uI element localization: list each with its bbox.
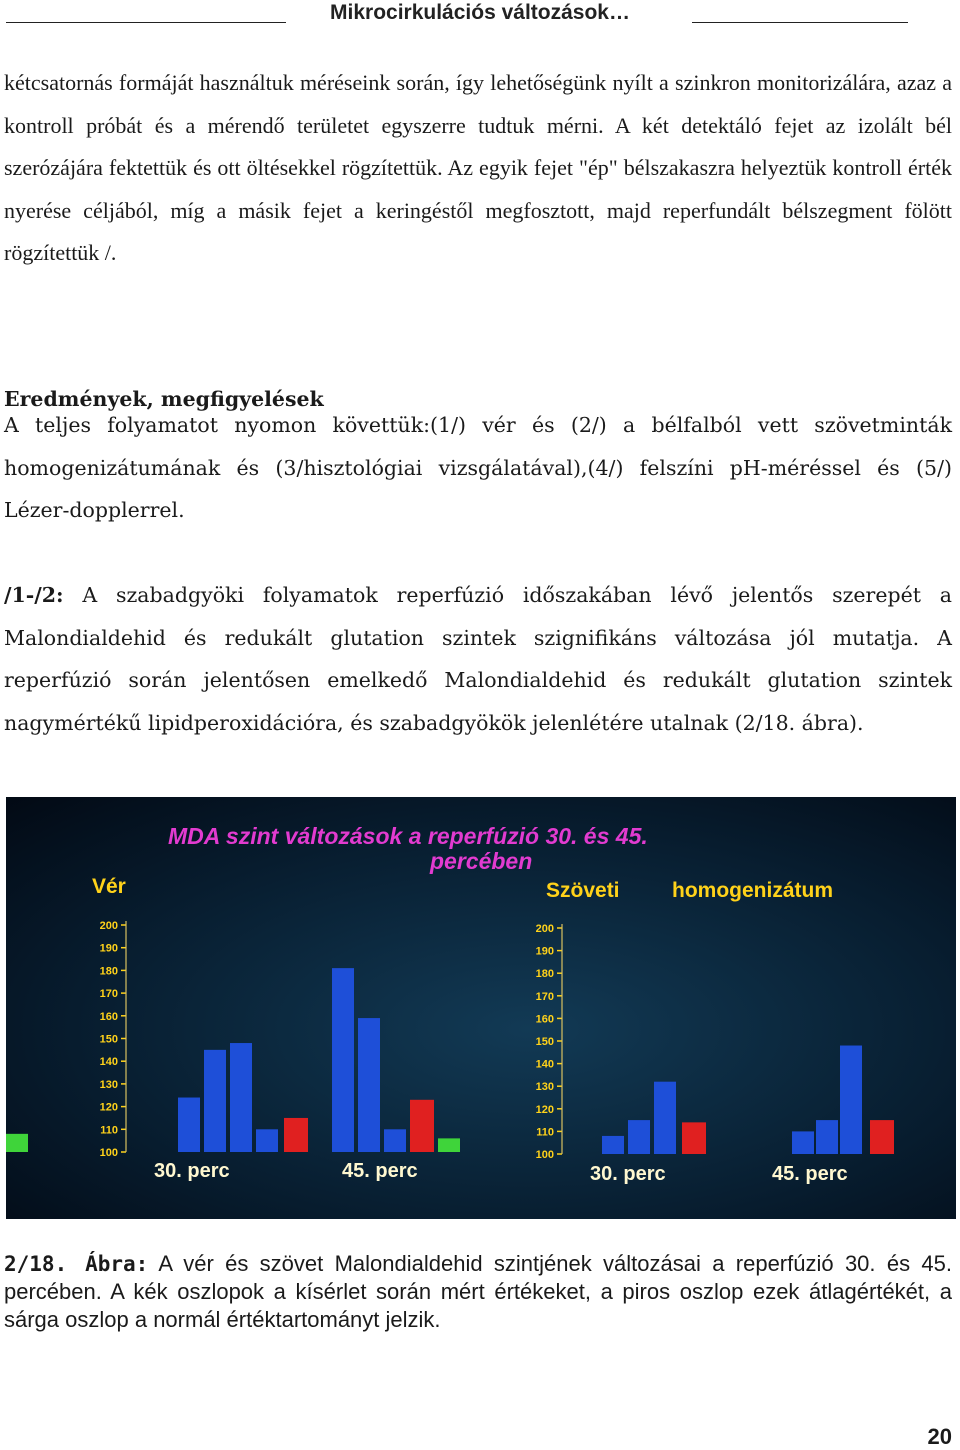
- section-1-2-text: A szabadgyöki folyamatok reperfúzió időszakában lévő jelentős szerepét a Malondialdehid és redukált glutation szintek szignifikáns változása jól mutatja. A reperfúzió során jelentősen emelkedő Malondialdehid és redukált glutation szintek nagymértékű lipidperoxidációra, és szabadgyökök jelenlétére utalnak (2/18. ábra).: [4, 583, 952, 735]
- header-title-wrap: [0, 0, 960, 26]
- y-tick-label: 170: [99, 988, 118, 1001]
- bar-measured: [230, 1043, 252, 1152]
- group-label: 30. perc: [154, 1160, 230, 1182]
- y-tick-label: 160: [99, 1010, 118, 1023]
- caption-text: A vér és szövet Malondialdehid szintjének változásai a reperfúzió 30. és 45. percében. A kék oszlopok a kísérlet során mért értékeket, a piros oszlop ezek átlagértékét, a sárga oszlop a normál értéktartományt jelzik.: [4, 1251, 953, 1332]
- y-tick-label: 150: [535, 1036, 554, 1048]
- y-tick-label: 130: [535, 1081, 554, 1094]
- chart-label-part: Szöveti: [546, 879, 620, 902]
- results-heading: Eredmények, megfigyelések: [4, 387, 324, 411]
- y-tick-label: 200: [99, 920, 118, 932]
- figure-caption: [4, 1250, 952, 1334]
- page-number: 20: [927, 1424, 952, 1449]
- page-header: [0, 0, 960, 30]
- y-tick-label: 130: [99, 1078, 118, 1091]
- section-1-2-label: /1-/2:: [4, 583, 64, 607]
- y-tick-label: 190: [535, 945, 554, 958]
- results-paragraph: A teljes folyamatot nyomon követtük:(1/) vér és (2/) a bélfalból vett szövetminták homogenizátumának és (3/hisztológiai vizsgálatával),(4/) felszíni pH-méréssel és (5/) Lézer-dopplerrel.: [4, 413, 952, 522]
- bar-measured: [204, 1050, 226, 1152]
- intro-paragraph: kétcsatornás formáját használtuk méréseink során, így lehetőségünk nyílt a szinkron monitorizálára, azaz a kontroll próbát és a mérendő területet egyszerre tudtuk mérni. A két detektáló fejet az izolált bél szerózájára fektettük és ott öltésekkel rögzítettük. Az egyik fejet "ép" bélszakaszra helyeztük kontroll érték nyerése céljából, míg a másik fejet a keringéstől megfosztott, majd reperfundált bélszegment fölött rögzítettük /.: [4, 70, 952, 265]
- bar-measured: [654, 1082, 676, 1154]
- y-tick-label: 110: [100, 1124, 118, 1137]
- mda-figure: [6, 797, 956, 1219]
- bar-measured: [792, 1131, 814, 1154]
- y-tick-label: 190: [99, 942, 118, 955]
- chart-label-part: homogenizátum: [672, 879, 833, 902]
- bar-measured: [628, 1120, 650, 1154]
- y-tick-label: 120: [535, 1103, 554, 1116]
- y-tick-label: 100: [99, 1147, 118, 1159]
- y-tick-label: 100: [535, 1149, 554, 1161]
- section-1-2-paragraph: [4, 574, 952, 744]
- y-tick-label: 180: [535, 968, 554, 981]
- bar-measured: [358, 1018, 380, 1152]
- figure-title-line-1: MDA szint változások a reperfúzió 30. és 45.: [168, 823, 648, 849]
- group-label: 45. perc: [772, 1163, 848, 1185]
- figure-title-line-2: percében: [430, 848, 533, 874]
- y-tick-label: 140: [535, 1058, 554, 1071]
- bar-mean: [410, 1100, 434, 1152]
- bar-measured: [816, 1120, 838, 1154]
- y-tick-label: 170: [535, 990, 554, 1003]
- y-tick-label: 140: [99, 1056, 118, 1069]
- mda-chart-svg: [6, 797, 956, 1219]
- caption-label: 2/18. Ábra:: [4, 1252, 149, 1276]
- bar-normal: [6, 1134, 28, 1152]
- y-tick-label: 180: [99, 965, 118, 978]
- bar-measured: [840, 1046, 862, 1154]
- header-title: Mikrocirkulációs változások…: [318, 1, 642, 24]
- group-label: 45. perc: [342, 1160, 418, 1182]
- bar-mean: [284, 1118, 308, 1152]
- y-tick-label: 110: [536, 1126, 554, 1139]
- group-label: 30. perc: [590, 1163, 666, 1185]
- chart-label: Vér: [92, 875, 126, 898]
- bar-measured: [332, 968, 354, 1152]
- y-tick-label: 120: [99, 1101, 118, 1114]
- bar-measured: [384, 1129, 406, 1152]
- bar-mean: [870, 1120, 894, 1154]
- bar-measured: [602, 1136, 624, 1154]
- y-tick-label: 160: [535, 1013, 554, 1026]
- bar-measured: [256, 1129, 278, 1152]
- bar-normal: [438, 1138, 460, 1152]
- y-tick-label: 200: [535, 923, 554, 935]
- bar-measured: [178, 1098, 200, 1152]
- y-tick-label: 150: [99, 1033, 118, 1046]
- bar-mean: [682, 1122, 706, 1154]
